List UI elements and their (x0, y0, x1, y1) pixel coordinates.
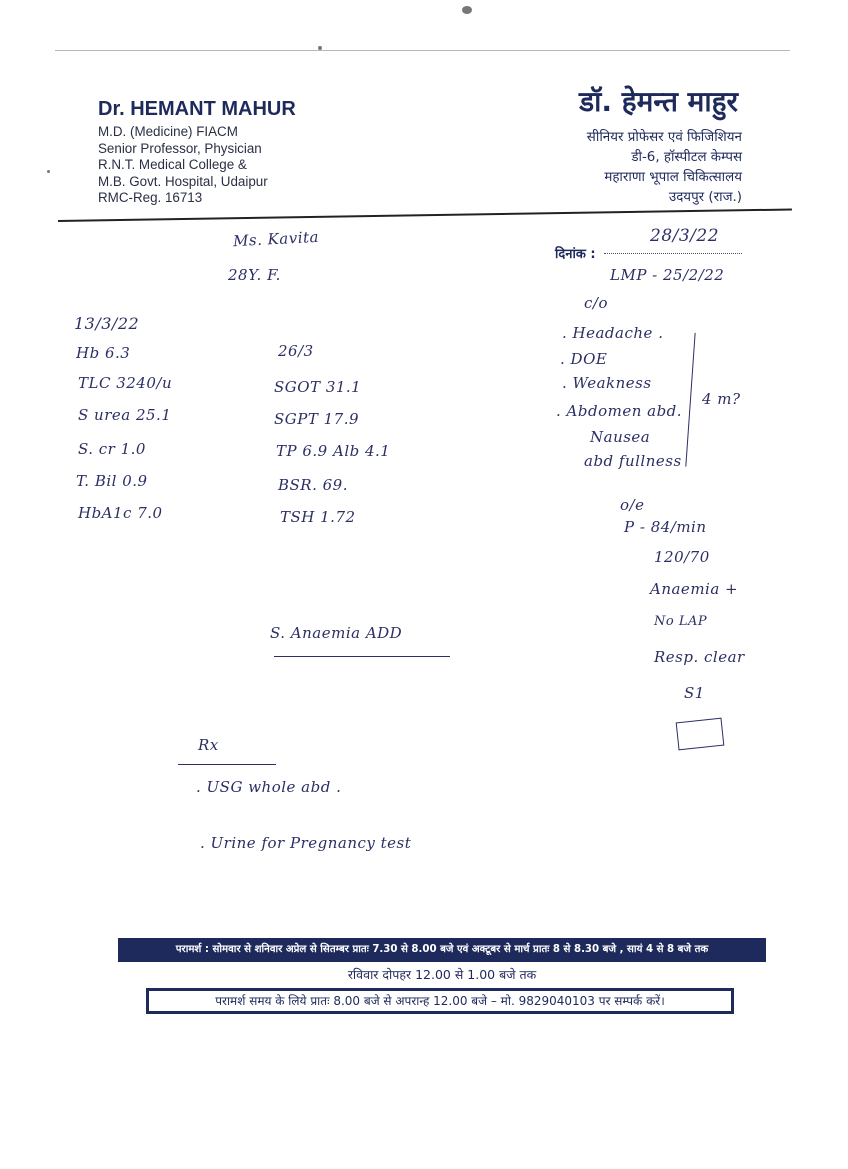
exam-item: o/e (620, 496, 645, 514)
exam-item: No LAP (654, 614, 708, 629)
doctor-credentials-hindi (587, 128, 742, 208)
lab-left-item: TLC 3240/u (78, 374, 173, 392)
exam-item: Resp. clear (654, 648, 745, 666)
complaint-item: abd fullness (584, 452, 682, 470)
top-rule (55, 50, 790, 51)
exam-item: Anaemia + (650, 580, 739, 598)
complaint-item: . DOE (560, 350, 608, 368)
exam-item: P - 84/min (624, 518, 707, 536)
complaints-brace (665, 331, 695, 466)
complaint-item: Nausea (590, 428, 651, 446)
credential-line: सीनियर प्रोफेसर एवं फिजिशियन (586, 130, 742, 145)
credential-line: RMC-Reg. 16713 (98, 190, 203, 206)
paper-speck (462, 6, 472, 14)
lab-right-item: TP 6.9 Alb 4.1 (276, 442, 391, 460)
lab-right-item: SGPT 17.9 (274, 410, 360, 428)
patient-name: Ms. Kavita (232, 227, 320, 251)
lab-left-item: T. Bil 0.9 (76, 472, 148, 490)
credential-line: R.N.T. Medical College & (98, 157, 247, 173)
paper-speck (47, 170, 50, 173)
lab-left-item: S urea 25.1 (78, 406, 172, 424)
exam-item: 120/70 (654, 548, 710, 566)
diagnosis-underline (274, 656, 450, 657)
lab-right-item: SGOT 31.1 (274, 378, 362, 396)
patient-age: 28Y. F. (228, 266, 281, 284)
doctor-credentials-english (98, 124, 268, 207)
credential-line: उदयपुर (राज.) (668, 190, 742, 205)
credential-line: महाराणा भूपाल चिकित्सालय (604, 170, 742, 185)
complaint-item: . Abdomen abd. (556, 402, 683, 420)
credential-line: डी-6, हॉस्पीटल केम्पस (631, 150, 742, 165)
exam-item: S1 (684, 684, 705, 702)
header-divider (58, 208, 792, 222)
lmp-date: LMP - 25/2/22 (610, 266, 725, 284)
complaint-duration: 4 m? (702, 390, 741, 408)
doctor-name-english: Dr. HEMANT MAHUR (98, 98, 296, 120)
complaints-heading: c/o (584, 294, 608, 312)
handdrawn-box (676, 718, 725, 751)
credential-line: M.B. Govt. Hospital, Udaipur (98, 173, 268, 189)
appointment-contact-box: परामर्श समय के लिये प्रातः 8.00 बजे से अपरान्ह 12.00 बजे – मो. 9829040103 पर सम्पर्क करें। (146, 988, 734, 1014)
visit-date: 28/3/22 (650, 226, 720, 246)
advice-item: . Urine for Pregnancy test (200, 834, 412, 852)
doctor-name-hindi: डॉ. हेमन्त माहुर (579, 85, 738, 118)
date-label: दिनांक : (555, 247, 596, 262)
complaint-item: . Weakness (562, 374, 652, 392)
lab-left-item: 13/3/22 (74, 314, 140, 333)
complaint-item: . Headache . (562, 324, 664, 342)
credential-line: Senior Professor, Physician (98, 140, 262, 156)
lab-right-item: BSR. 69. (278, 476, 348, 494)
advice-item: . USG whole abd . (196, 778, 342, 796)
lab-left-item: S. cr 1.0 (78, 440, 146, 458)
lab-left-item: HbA1c 7.0 (78, 504, 163, 522)
credential-line: M.D. (Medicine) FIACM (98, 124, 238, 139)
rx-underline (178, 764, 276, 765)
lab-right-item: TSH 1.72 (280, 508, 356, 526)
sunday-timings: रविवार दोपहर 12.00 से 1.00 बजे तक (347, 967, 537, 982)
lab-left-item: Hb 6.3 (76, 344, 131, 362)
consultation-timings-banner: परामर्श : सोमवार से शनिवार अप्रेल से सितम्बर प्रातः 7.30 से 8.00 बजे एवं अक्टूबर से मार्च प्रातः 8 से 8.30 बजे , सायं 4 से 8 बजे तक (118, 938, 766, 962)
date-dotted-line (604, 253, 742, 254)
diagnosis: S. Anaemia ADD (270, 624, 403, 642)
rx-symbol: Rx (198, 736, 219, 754)
lab-right-item: 26/3 (278, 342, 314, 360)
